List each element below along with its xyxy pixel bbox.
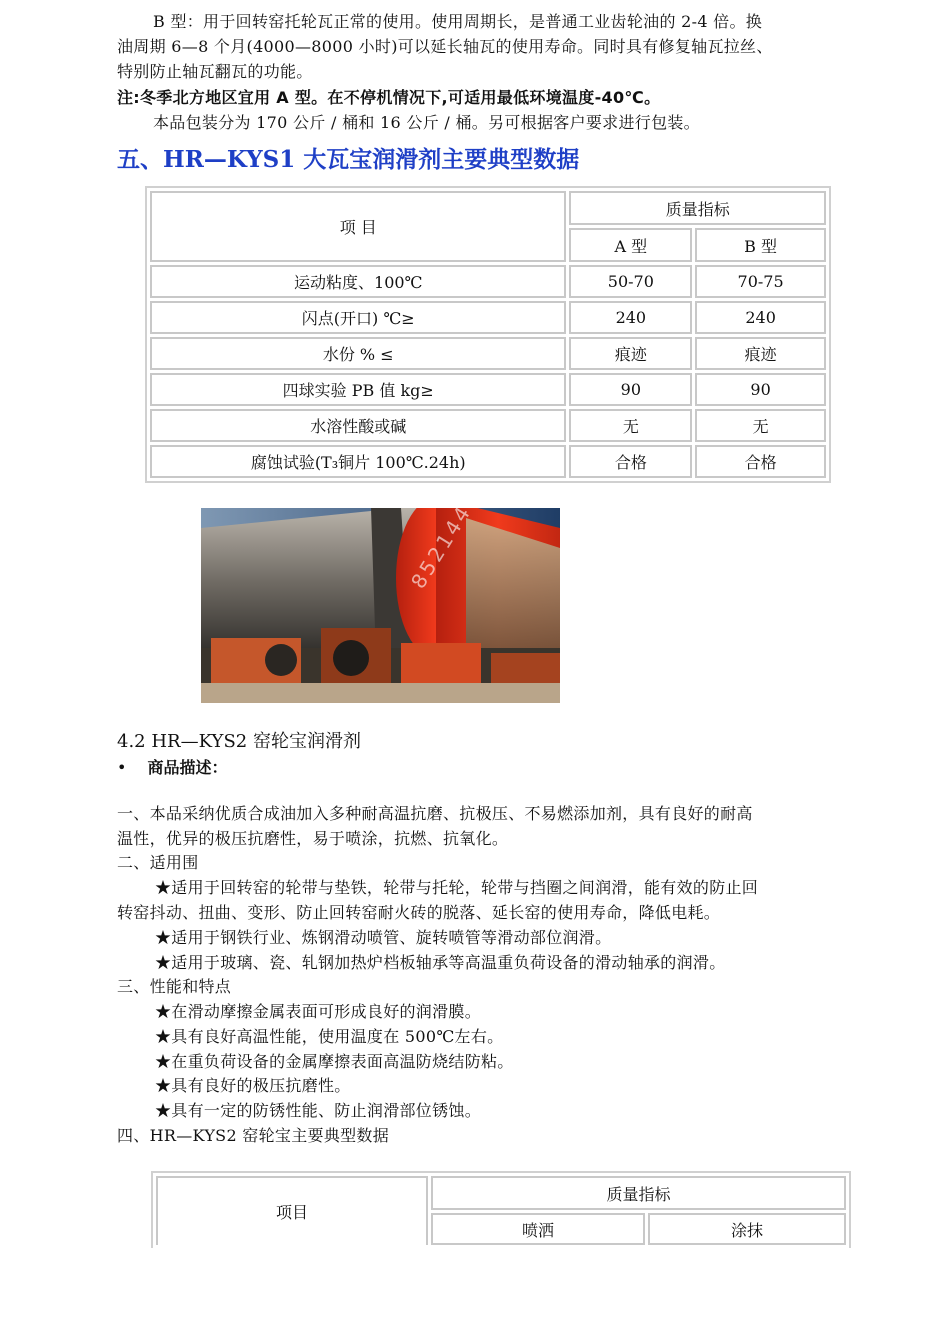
scope-title: 二、适用围 (117, 853, 199, 872)
table-row (150, 409, 826, 442)
scope-line-2: 转窑抖动、扭曲、变形、防止回转窑耐火砖的脱落、延长窑的使用寿命，降低电耗。 (117, 903, 721, 922)
table-header-a: A 型 (569, 228, 692, 262)
desc-line-1: 一、本品采纳优质合成油加入多种耐高温抗磨、抗极压、不易燃添加剂，具有良好的耐高 (117, 804, 753, 823)
table-header-paint: 涂抹 (648, 1213, 846, 1245)
row-b-value: 70-75 (695, 265, 826, 298)
table-header-b: B 型 (695, 228, 826, 262)
section42-heading: 4.2 HR—KYS2 窑轮宝润滑剂 (117, 731, 361, 752)
row-item: 四球实验 PB 值 kg≥ (150, 373, 566, 406)
scope-line-1: ★适用于回转窑的轮带与垫铁，轮带与托轮，轮带与挡圈之间润滑，能有效的防止回 (155, 878, 759, 897)
row-item: 运动粘度、100℃ (150, 265, 566, 298)
section5-data-table (145, 186, 831, 483)
table-header-item: 项 目 (150, 191, 566, 262)
b-type-line-3: 特别防止轴瓦翻瓦的功能。 (117, 62, 313, 81)
scope-line-3: ★适用于钢铁行业、炼钢滑动喷管、旋转喷管等滑动部位润滑。 (155, 928, 612, 947)
row-item: 水份 % ≤ (150, 337, 566, 370)
bullet-icon: • (117, 758, 127, 777)
row-a-value: 合格 (569, 445, 692, 478)
row-b-value: 合格 (695, 445, 826, 478)
rotary-kiln-photo (201, 508, 560, 703)
desc-line-2: 温性，优异的极压抗磨性，易于喷涂，抗燃、抗氧化。 (117, 829, 509, 848)
packaging-text: 本品包装分为 170 公斤 / 桶和 16 公斤 / 桶。另可根据客户要求进行包装。 (153, 113, 700, 132)
table-header-quality: 质量指标 (431, 1176, 846, 1210)
bullet-label: 商品描述： (147, 758, 228, 777)
row-a-value: 90 (569, 373, 692, 406)
table-header-item: 项目 (156, 1176, 428, 1245)
winter-note: 注:冬季北方地区宜用 A 型。在不停机情况下,可适用最低环境温度-40℃。 (117, 88, 661, 107)
table-row (150, 265, 826, 298)
row-b-value: 240 (695, 301, 826, 334)
row-b-value: 痕迹 (695, 337, 826, 370)
table-row (150, 373, 826, 406)
perf-line-1: ★在滑动摩擦金属表面可形成良好的润滑膜。 (155, 1002, 482, 1021)
data-title: 四、HR—KYS2 窑轮宝主要典型数据 (117, 1126, 390, 1145)
table-header-quality: 质量指标 (569, 191, 826, 225)
perf-line-3: ★在重负荷设备的金属摩擦表面高温防烧结防粘。 (155, 1052, 514, 1071)
section42-data-table (151, 1171, 851, 1248)
row-a-value: 无 (569, 409, 692, 442)
perf-title: 三、性能和特点 (117, 977, 232, 996)
row-item: 水溶性酸或碱 (150, 409, 566, 442)
table-row (150, 301, 826, 334)
table-header-spray: 喷洒 (431, 1213, 645, 1245)
perf-line-5: ★具有一定的防锈性能、防止润滑部位锈蚀。 (155, 1101, 482, 1120)
row-a-value: 痕迹 (569, 337, 692, 370)
b-type-line-2: 油周期 6—8 个月(4000—8000 小时)可以延长轴瓦的使用寿命。同时具有修复轴瓦拉丝、 (117, 37, 773, 56)
perf-line-2: ★具有良好高温性能，使用温度在 500℃左右。 (155, 1027, 504, 1046)
row-item: 腐蚀试验(T₃铜片 100℃.24h) (150, 445, 566, 478)
scope-line-4: ★适用于玻璃、瓷、轧钢加热炉档板轴承等高温重负荷设备的滑动轴承的润滑。 (155, 953, 726, 972)
row-a-value: 50-70 (569, 265, 692, 298)
row-b-value: 无 (695, 409, 826, 442)
perf-line-4: ★具有良好的极压抗磨性。 (155, 1076, 351, 1095)
row-a-value: 240 (569, 301, 692, 334)
section5-heading: 五、HR—KYS1 大瓦宝润滑剂主要典型数据 (117, 146, 580, 173)
row-item: 闪点(开口) ℃≥ (150, 301, 566, 334)
product-description-bullet (117, 756, 228, 780)
b-type-line-1: B 型：用于回转窑托轮瓦正常的使用。使用周期长，是普通工业齿轮油的 2-4 倍。换 (153, 12, 763, 31)
table-row (150, 337, 826, 370)
row-b-value: 90 (695, 373, 826, 406)
table-row (150, 445, 826, 478)
